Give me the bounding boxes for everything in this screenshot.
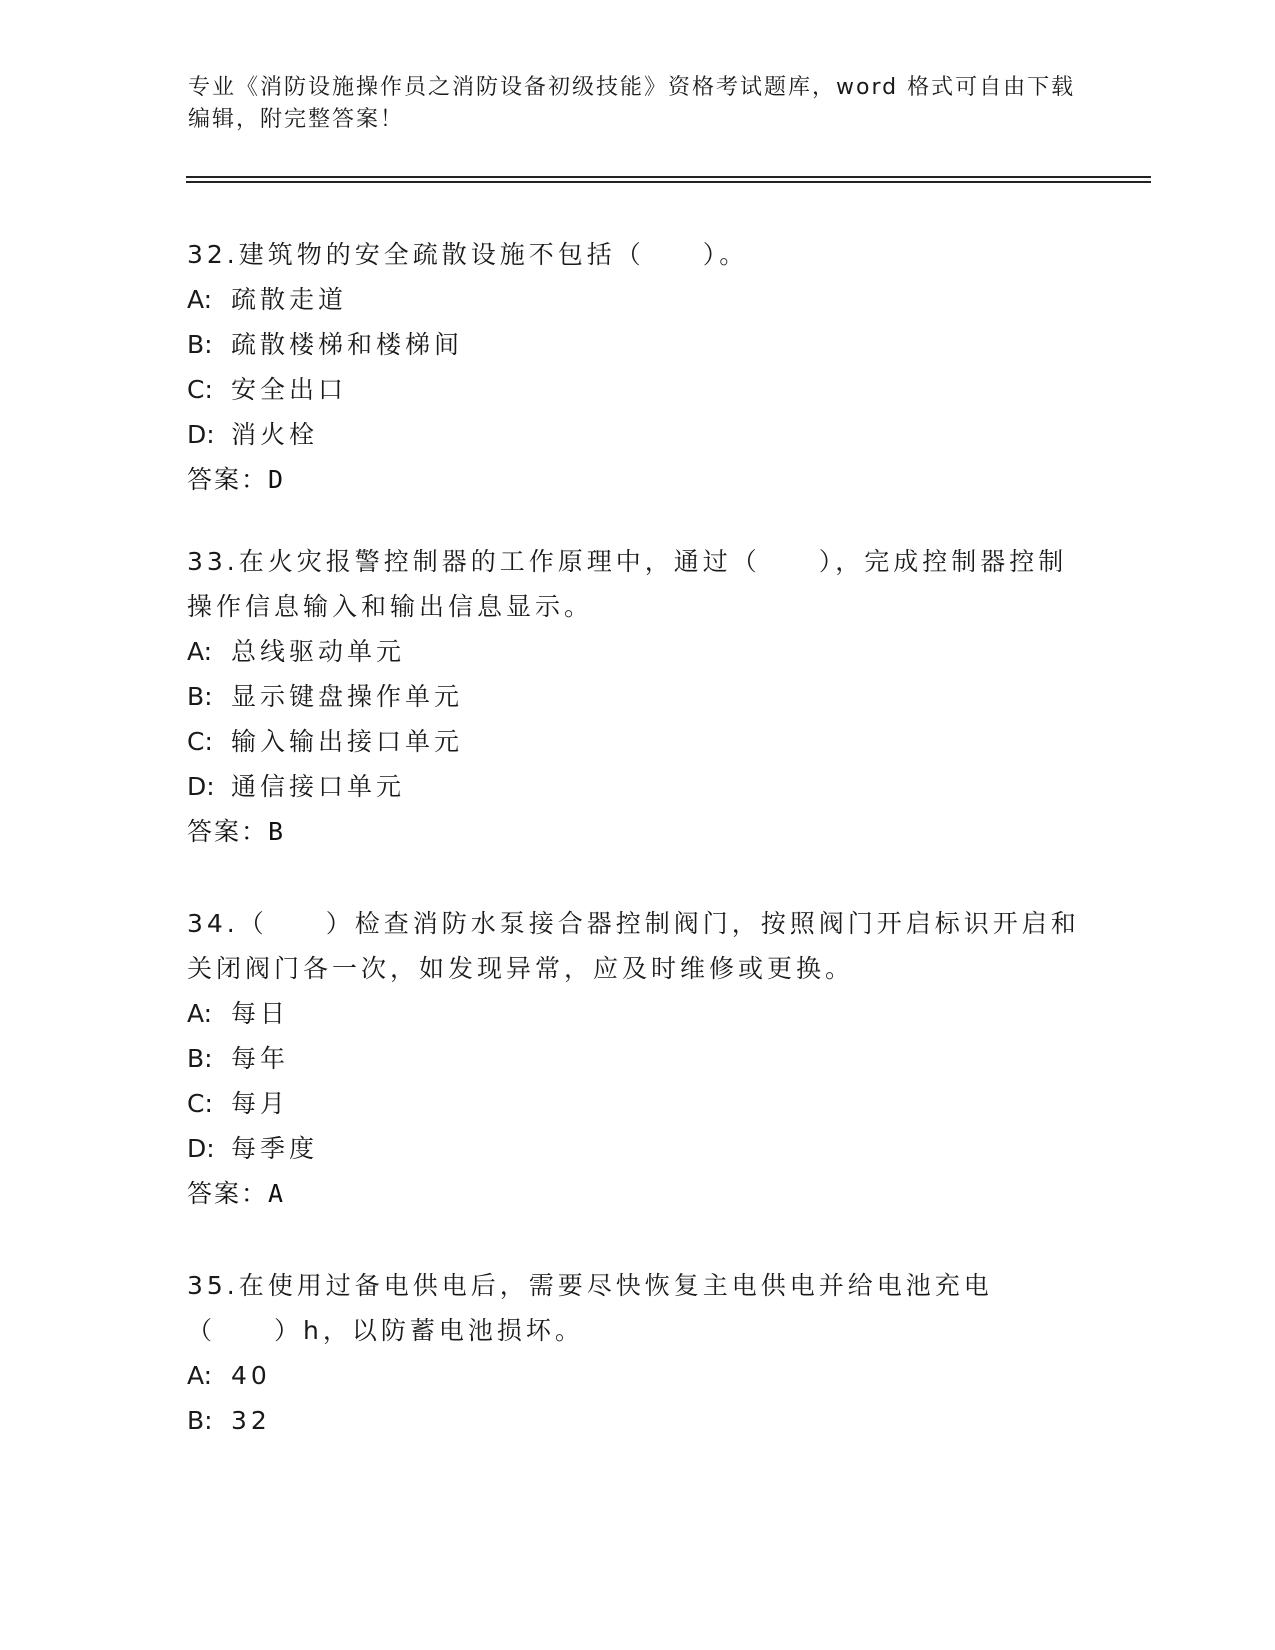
- option-a: [187, 277, 1087, 322]
- option-c: [187, 1081, 1087, 1126]
- option-text: 40: [231, 1361, 271, 1390]
- option-text: 输入输出接口单元: [231, 727, 464, 756]
- question-stem: 35.在使用过备电供电后，需要尽快恢复主电供电并给电池充电（ ）h，以防蓄电池损坏。: [187, 1271, 993, 1345]
- option-b: [187, 1036, 1087, 1081]
- option-text: 总线驱动单元: [231, 637, 406, 666]
- option-letter: D:: [187, 772, 215, 801]
- answer-line: [187, 1171, 1087, 1216]
- answer-line: [187, 809, 1087, 854]
- option-letter: D:: [187, 420, 215, 449]
- option-text: 疏散走道: [231, 285, 348, 314]
- option-letter: C:: [187, 1089, 213, 1118]
- option-letter: B:: [187, 1406, 213, 1435]
- header-divider-top: [186, 176, 1151, 178]
- option-b: [187, 674, 1087, 719]
- option-letter: A:: [187, 1361, 213, 1390]
- option-text: 显示键盘操作单元: [231, 682, 464, 711]
- option-b: [187, 322, 1087, 367]
- option-letter: A:: [187, 637, 213, 666]
- option-d: [187, 412, 1087, 457]
- question-32: [187, 232, 1087, 502]
- answer-label: 答案：: [187, 817, 269, 846]
- question-stem: 33.在火灾报警控制器的工作原理中，通过（ ），完成控制器控制操作信息输入和输出信息显示。: [187, 547, 1068, 621]
- option-a: [187, 991, 1087, 1036]
- option-text: 每月: [231, 1089, 290, 1118]
- option-letter: B:: [187, 330, 213, 359]
- answer-line: [187, 457, 1087, 502]
- option-letter: B:: [187, 1044, 213, 1073]
- option-d: [187, 764, 1087, 809]
- question-35: [187, 1263, 1087, 1443]
- option-b: [187, 1398, 1087, 1443]
- option-a: [187, 629, 1087, 674]
- option-text: 消火栓: [231, 420, 319, 449]
- option-text: 安全出口: [231, 375, 348, 404]
- question-33: [187, 539, 1087, 854]
- option-text: 每年: [231, 1044, 290, 1073]
- option-text: 通信接口单元: [231, 772, 406, 801]
- option-letter: D:: [187, 1134, 215, 1163]
- option-a: [187, 1353, 1087, 1398]
- answer-label: 答案：: [187, 465, 269, 494]
- option-text: 每季度: [231, 1134, 319, 1163]
- answer-value: B: [268, 817, 285, 846]
- option-letter: C:: [187, 727, 213, 756]
- option-letter: A:: [187, 285, 213, 314]
- answer-label: 答案：: [187, 1179, 269, 1208]
- option-letter: C:: [187, 375, 213, 404]
- option-c: [187, 367, 1087, 412]
- option-c: [187, 719, 1087, 764]
- option-text: 32: [231, 1406, 271, 1435]
- question-stem: 32.建筑物的安全疏散设施不包括（ ）。: [187, 240, 749, 269]
- option-text: 疏散楼梯和楼梯间: [231, 330, 464, 359]
- question-stem: 34.（ ）检查消防水泵接合器控制阀门，按照阀门开启标识开启和关闭阀门各一次，如发现异常，应及时维修或更换。: [187, 909, 1080, 983]
- option-text: 每日: [231, 999, 290, 1028]
- option-d: [187, 1126, 1087, 1171]
- option-letter: B:: [187, 682, 213, 711]
- question-34: [187, 901, 1087, 1216]
- option-letter: A:: [187, 999, 213, 1028]
- document-header: 专业《消防设施操作员之消防设备初级技能》资格考试题库，word 格式可自由下载编辑，附完整答案！: [188, 75, 1076, 132]
- answer-value: A: [268, 1179, 285, 1208]
- answer-value: D: [268, 465, 285, 494]
- header-divider-bottom: [186, 181, 1151, 183]
